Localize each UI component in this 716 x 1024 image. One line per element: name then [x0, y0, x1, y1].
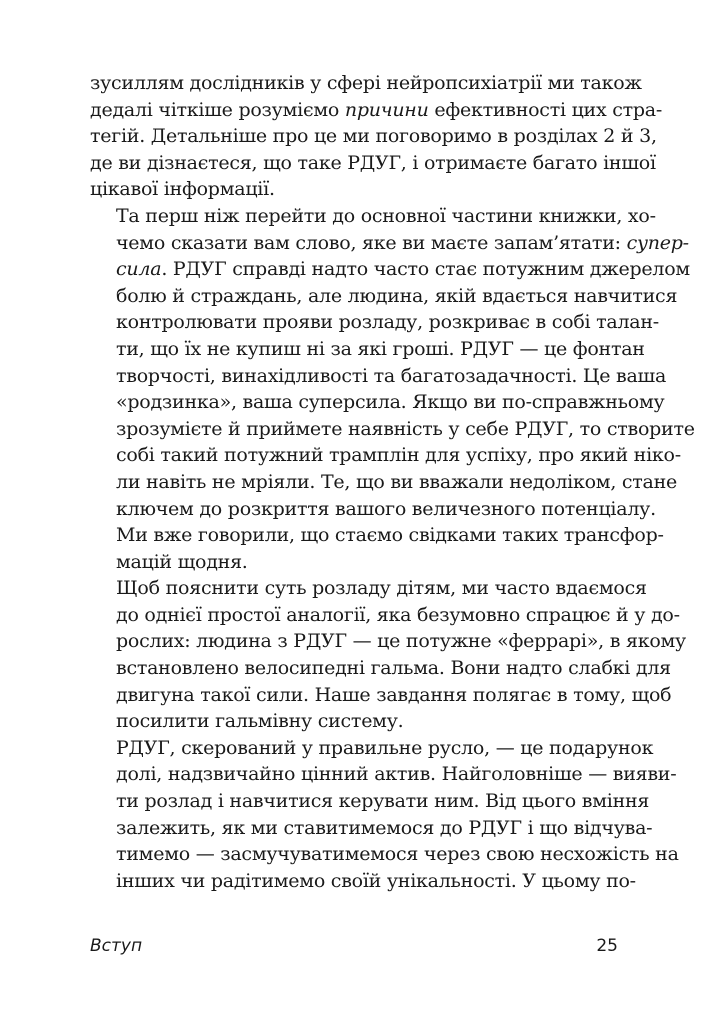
text-line: дедалі чіткіше розуміємо причини ефективності цих стра-: [90, 98, 663, 121]
text-line: тимемо — засмучуватимемося через свою несхожість на: [116, 843, 679, 866]
text-line: творчості, винахідливості та багатозадачності. Це ваша: [116, 364, 667, 387]
running-footer-section: Вступ: [90, 936, 143, 956]
text-line: «родзинка», ваша суперсила. Якщо ви по-справжньому: [116, 391, 665, 414]
emphasis: причини: [344, 98, 429, 121]
text-line: цікавої інформації.: [90, 178, 275, 201]
paragraph: [90, 735, 679, 895]
text-line: болю й страждань, але людина, якій вдається навчитися: [116, 284, 678, 307]
text-line: до однієї простої аналогії, яка безумовно спрацює й у до-: [116, 603, 680, 626]
text-line: двигуна такої сили. Наше завдання полягає в тому, щоб: [116, 683, 672, 706]
page-number: 25: [596, 936, 618, 956]
text-line: долі, надзвичайно цінний актив. Найголовніше — вияви-: [116, 763, 677, 786]
text-line: рослих: людина з РДУГ — це потужне «феррарі», в якому: [116, 630, 686, 653]
paragraph: [90, 575, 686, 735]
body-text: [90, 70, 695, 894]
text-line: де ви дізнаєтеся, що таке РДУГ, і отримаєте багато іншої: [90, 151, 656, 174]
text-line: сила. РДУГ справді надто часто стає потужним джерелом: [116, 258, 690, 281]
text-line: ключем до розкриття вашого величезного потенціалу.: [116, 497, 656, 520]
text-line: РДУГ, скерований у правильне русло, — це подарунок: [116, 736, 654, 759]
text-line: чемо сказати вам слово, яке ви маєте запам’ятати: супер-: [116, 231, 689, 254]
paragraph: [90, 70, 663, 203]
text-line: контролювати прояви розладу, розкриває в собі талан-: [116, 311, 659, 334]
text-line: зусиллям дослідників у сфері нейропсихіатрії ми також: [90, 72, 642, 94]
paragraph: [90, 203, 695, 575]
text-line: Та перш ніж перейти до основної частини книжки, хо-: [116, 204, 656, 227]
text-line: встановлено велосипедні гальма. Вони надто слабкі для: [116, 657, 671, 680]
text-line: ти, що їх не купиш ні за які гроші. РДУГ — це фонтан: [116, 337, 645, 360]
text-line: посилити гальмівну систему.: [116, 710, 404, 733]
text-line: мацій щодня.: [116, 550, 248, 573]
text-line: ли навіть не мріяли. Те, що ви вважали недоліком, стане: [116, 470, 678, 493]
text-line: тегій. Детальніше про це ми поговоримо в розділах 2 й 3,: [90, 125, 657, 148]
text-line: інших чи радітимемо своїй унікальності. У цьому по-: [116, 869, 636, 892]
text-line: Щоб пояснити суть розладу дітям, ми часто вдаємося: [116, 577, 647, 600]
text-line: собі такий потужний трамплін для успіху, про який ніко-: [116, 444, 681, 467]
text-line: залежить, як ми ставитимемося до РДУГ і що відчува-: [116, 816, 653, 839]
text-line: Ми вже говорили, що стаємо свідками таких трансфор-: [116, 524, 664, 547]
text-line: зрозумієте й приймете наявність у себе РДУГ, то створите: [116, 417, 695, 440]
text-line: ти розлад і навчитися керувати ним. Від цього вміння: [116, 790, 650, 813]
emphasis: супер-: [626, 231, 689, 254]
emphasis: сила: [116, 258, 162, 281]
